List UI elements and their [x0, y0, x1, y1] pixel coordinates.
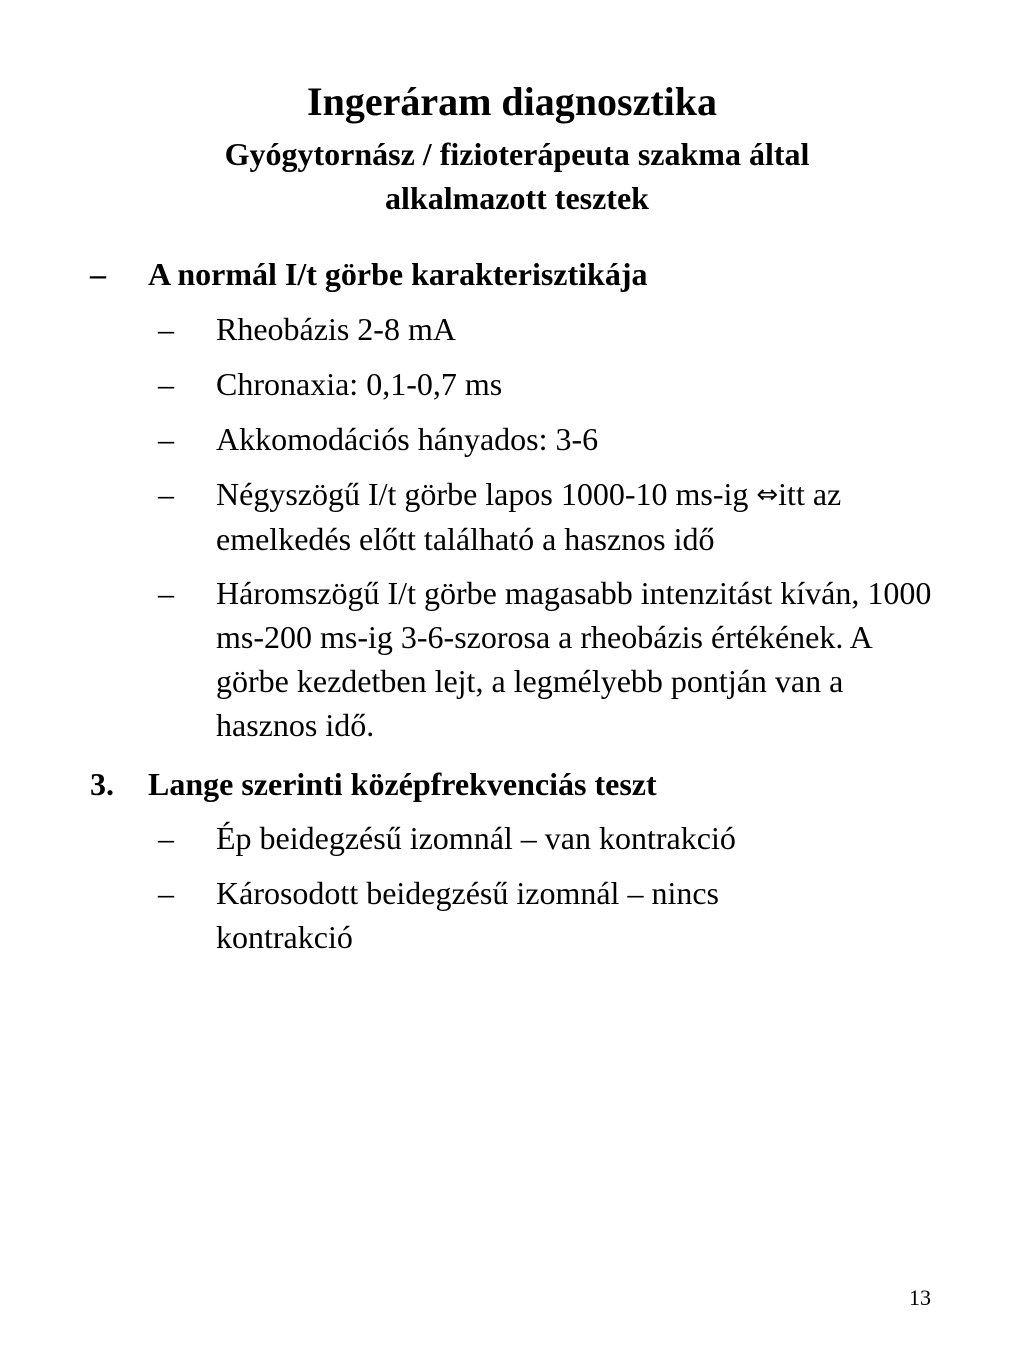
page-number: 13	[909, 1285, 931, 1310]
list-marker: 3.	[90, 766, 114, 802]
list-item-text-before: Négyszögű I/t görbe lapos 1000-10 ms-ig	[216, 476, 757, 512]
list-marker: –	[158, 421, 174, 457]
list-item-text: Ép beidegzésű izomnál – van kontrakció	[216, 820, 736, 856]
list-item-normal-curve	[0, 252, 1024, 296]
list-marker: –	[158, 875, 174, 911]
list-marker: –	[158, 820, 174, 856]
list-marker: –	[158, 366, 174, 402]
list-item-chronaxia	[0, 362, 1024, 406]
list-marker: –	[158, 311, 174, 347]
list-item-rectangular-curve	[0, 472, 1024, 560]
list-item-text	[216, 472, 946, 561]
list-item-text: Lange szerinti középfrekvenciás teszt	[148, 766, 657, 802]
list-item-text: Károsodott beidegzésű izomnál – nincs kontrakció	[216, 875, 719, 955]
list-item-text: Akkomodációs hányados: 3-6	[216, 421, 599, 457]
list-item-text: A normál I/t görbe karakterisztikája	[148, 256, 648, 292]
list-item-rheobase	[0, 307, 1024, 351]
list-item-lange-test	[0, 762, 1024, 806]
list-marker: –	[90, 256, 106, 292]
list-item-text-after: itt az emelkedés előtt található a hasznos idő	[216, 476, 842, 557]
list-item-text: Rheobázis 2-8 mA	[216, 311, 456, 347]
list-item-text: Háromszögű I/t görbe magasabb intenzitást kíván, 1000 ms-200 ms-ig 3-6-szorosa a rheobázis értékének. A görbe kezdetben lejt, a legmélyebb pontján van a hasznos idő.	[216, 575, 932, 743]
list-item-text: Chronaxia: 0,1-0,7 ms	[216, 366, 503, 402]
list-item-damaged-innervation	[0, 871, 1024, 959]
slide-title: Ingeráram diagnosztika	[307, 79, 717, 124]
list-marker: –	[158, 575, 174, 611]
double-arrow-icon: ⇔	[756, 480, 779, 510]
list-marker: –	[158, 476, 174, 512]
list-item-intact-innervation	[0, 816, 1024, 860]
slide-subtitle: Gyógytornász / fizioterápeuta szakma által alkalmazott tesztek	[224, 136, 810, 216]
list-item-accommodation	[0, 417, 1024, 461]
list-item-triangular-curve	[0, 571, 1024, 747]
